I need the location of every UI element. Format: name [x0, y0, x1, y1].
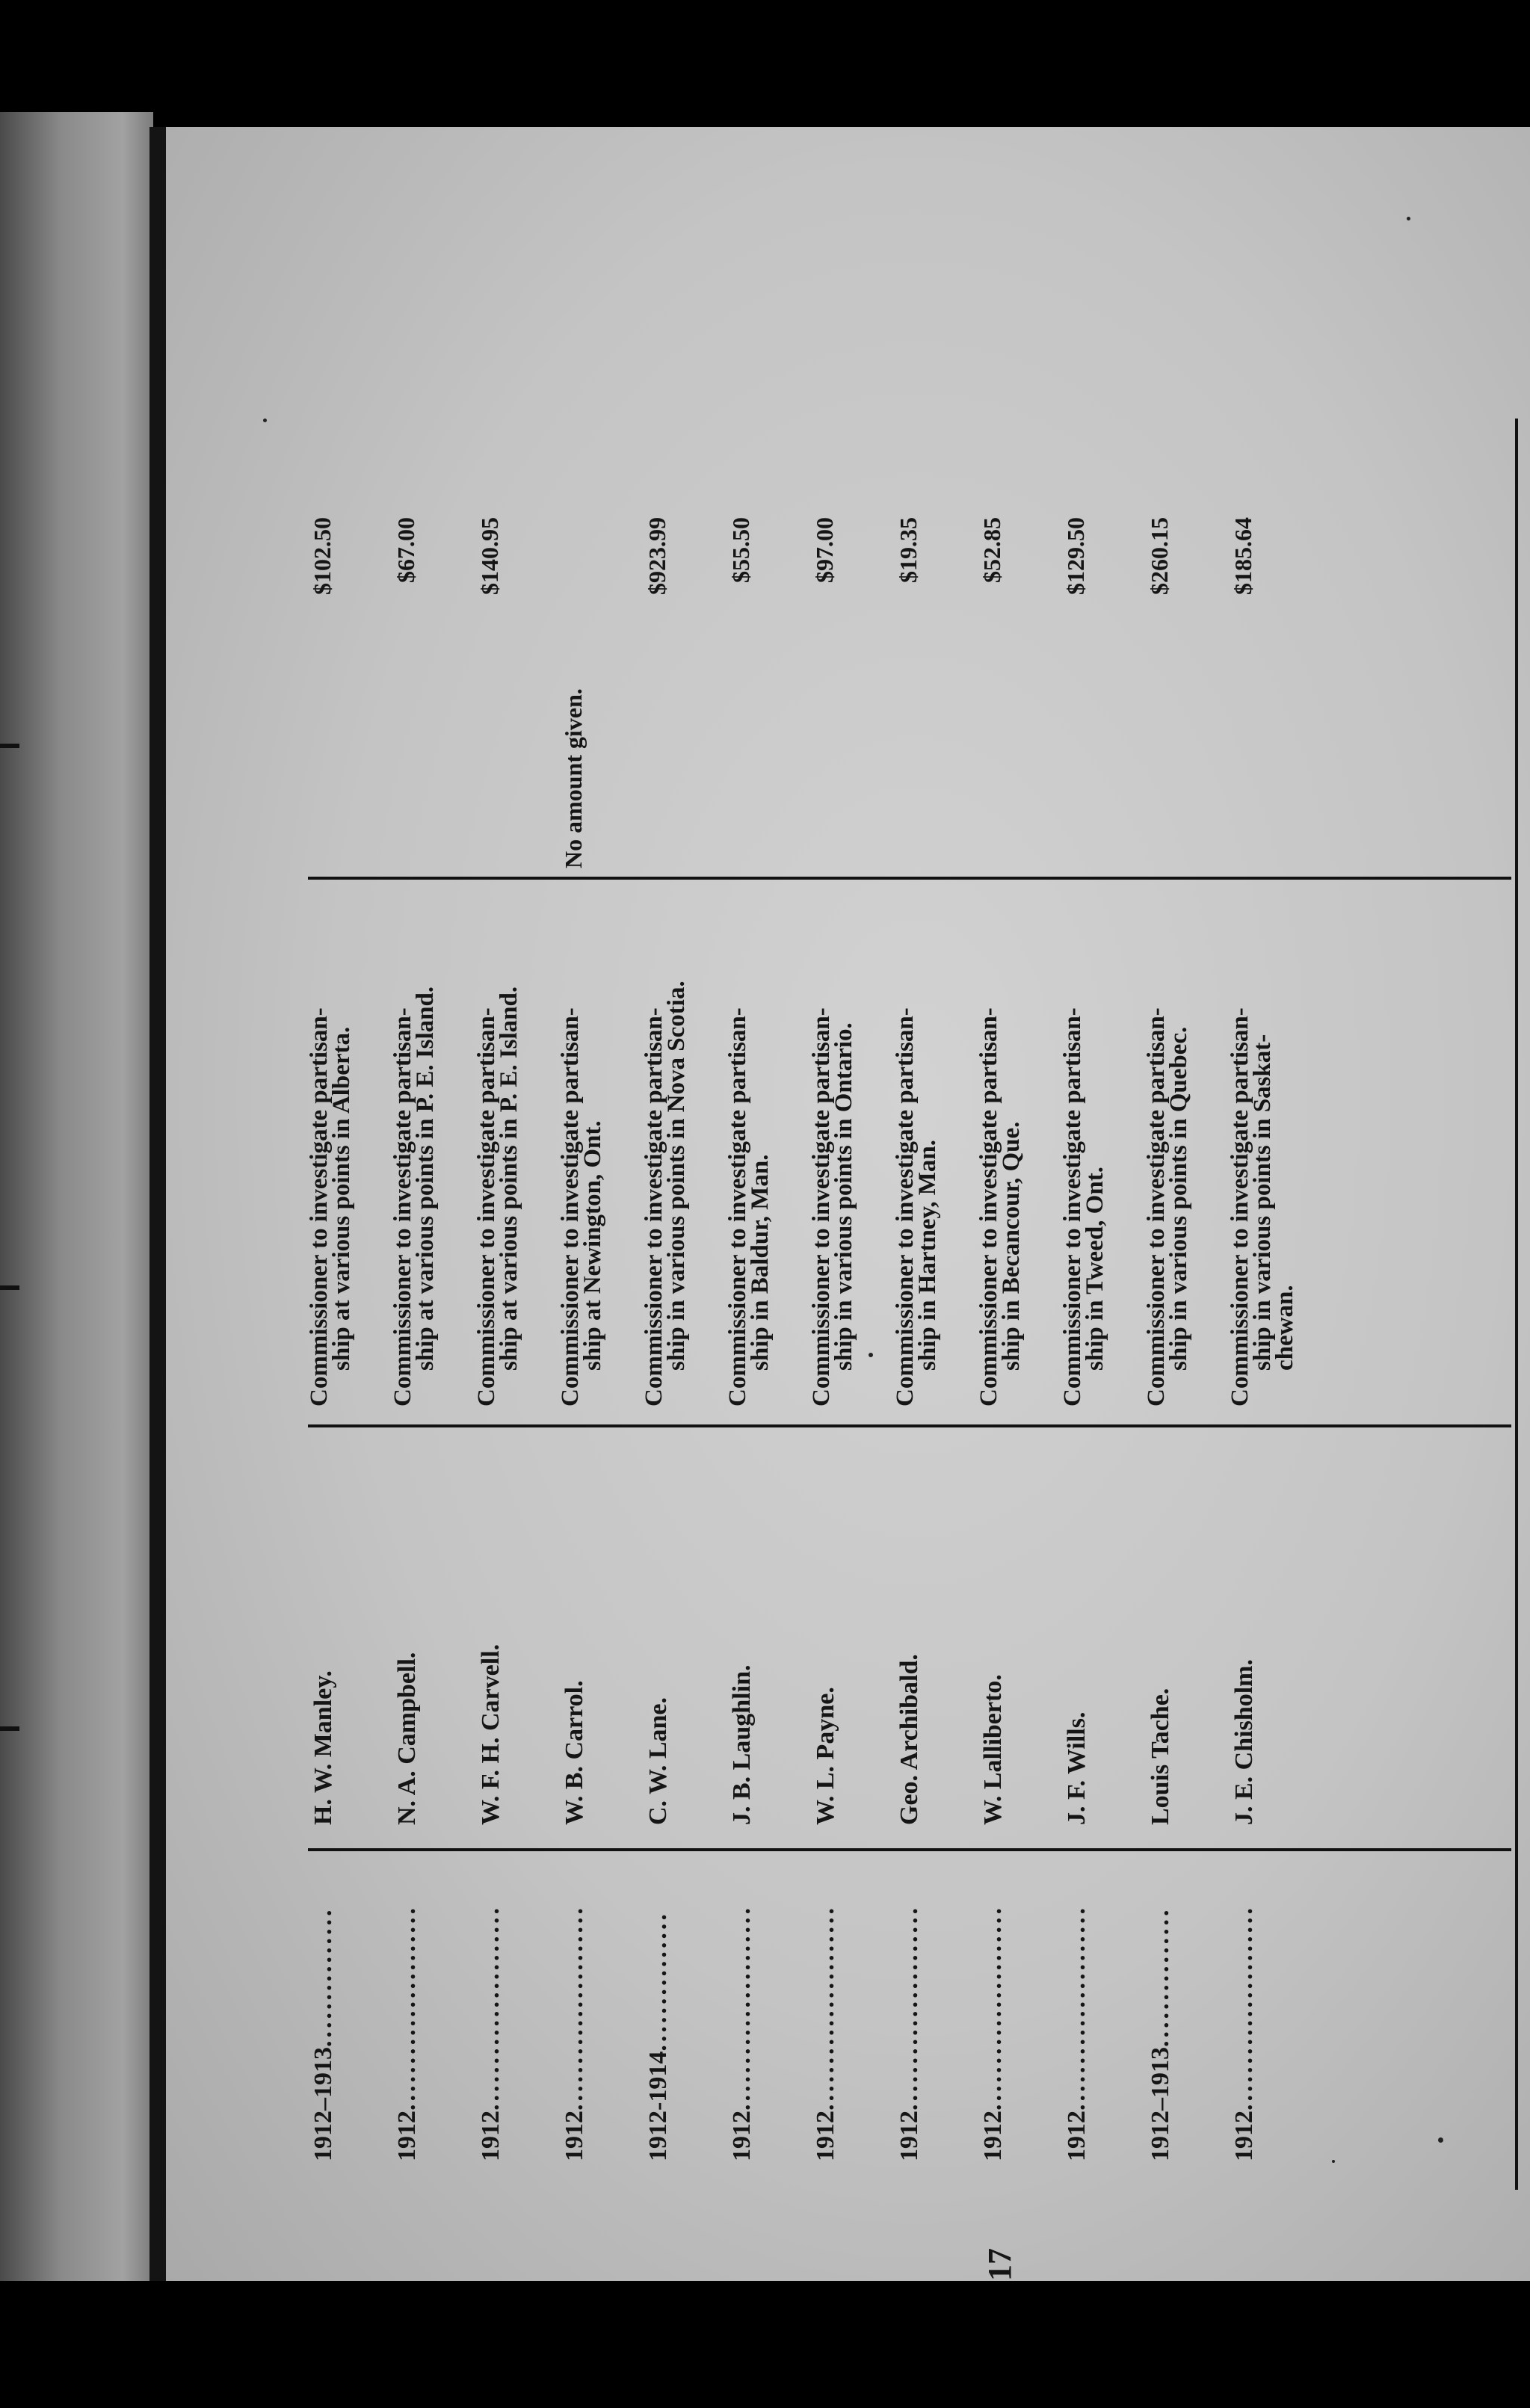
- description-cell: Commissioner to investigate partisan- ship at various points in Alberta.: [306, 1007, 355, 1407]
- table-row: [559, 127, 634, 2408]
- description-cell: Commissioner to investigate partisan- ship in various points in Ontario.: [808, 1007, 857, 1407]
- table-row: [1061, 127, 1136, 2408]
- name-cell: J. E. Chisholm.: [1230, 1659, 1258, 1825]
- name-cell: W. F. H. Carvell.: [477, 1643, 505, 1825]
- description-cell: Commissioner to investigate partisan- ship in Tweed, Ont.: [1059, 1007, 1108, 1407]
- description-cell: Commissioner to investigate partisan- ship in Becancour, Que.: [975, 1007, 1025, 1407]
- name-cell: Geo. Archibald.: [895, 1654, 923, 1825]
- scan-speck: [263, 419, 267, 422]
- description-cell: Commissioner to investigate partisan- ship at various points in P. E. Island.: [473, 986, 522, 1407]
- amount-cell: $260.15: [1146, 517, 1173, 595]
- year-cell: 1912......................: [979, 1905, 1007, 2161]
- description-cell: Commissioner to investigate partisan- ship at various points in P. E. Island.: [389, 986, 439, 1407]
- year-cell: 1912-1914...............: [644, 1911, 672, 2161]
- year-cell: 1912......................: [561, 1905, 588, 2161]
- amount-cell: $185.64: [1230, 517, 1256, 595]
- name-cell: H. W. Manley.: [309, 1670, 337, 1825]
- book-spine: [149, 127, 166, 2281]
- facing-page-edge: [0, 112, 153, 2281]
- scan-speck: [1407, 217, 1410, 220]
- amount-cell: $19.35: [895, 517, 922, 583]
- description-cell: Commissioner to investigate partisan- ship at Newington, Ont.: [557, 1007, 606, 1407]
- description-cell: Commissioner to investigate partisan- ship in Baldur, Man.: [724, 1007, 774, 1407]
- scan-speck: [1438, 2137, 1443, 2143]
- name-cell: C. W. Lane.: [644, 1697, 672, 1825]
- page-number: 17: [981, 2248, 1018, 2281]
- name-cell: W. Lalliberto.: [979, 1674, 1007, 1825]
- table-row: [389, 127, 466, 2408]
- year-cell: 1912......................: [895, 1905, 923, 2161]
- amount-cell: $67.00: [392, 517, 419, 583]
- amount-cell: $97.00: [811, 517, 838, 583]
- name-cell: J. B. Laughlin.: [728, 1664, 756, 1825]
- name-cell: Louis Tache.: [1147, 1688, 1174, 1825]
- description-cell: Commissioner to investigate partisan- ship in various points in Saskat- chewan.: [1227, 1007, 1298, 1407]
- year-cell: 1912......................: [1230, 1905, 1258, 2161]
- scan-speck: [869, 1353, 873, 1357]
- document-page: [166, 127, 1530, 2281]
- amount-cell: $129.50: [1062, 517, 1089, 595]
- year-cell: 1912–1913...............: [309, 1907, 337, 2161]
- table-row: [643, 127, 718, 2408]
- description-cell: Commissioner to investigate partisan- ship in Hartney, Man.: [892, 1007, 941, 1407]
- amount-cell: $140.95: [476, 517, 503, 595]
- amount-cell: $923.99: [644, 517, 670, 595]
- name-cell: N. A. Campbell.: [393, 1652, 421, 1825]
- table-row: [975, 127, 1052, 2408]
- description-cell: Commissioner to investigate partisan- ship in various points in Nova Scotia.: [641, 981, 690, 1407]
- amount-cell: $55.50: [727, 517, 754, 583]
- table-row: [894, 127, 969, 2408]
- year-cell: 1912......................: [1063, 1905, 1091, 2161]
- table-row: [810, 127, 885, 2408]
- year-cell: 1912–1913...............: [1147, 1907, 1174, 2161]
- table-row: [1145, 127, 1220, 2408]
- rotated-table: [166, 127, 1530, 2408]
- table-bottom-rule: [1515, 419, 1518, 2190]
- table-row: [1229, 127, 1326, 2408]
- table-row: [308, 127, 383, 2408]
- description-cell: Commissioner to investigate partisan- ship in various points in Quebec.: [1143, 1007, 1192, 1407]
- name-cell: J. F. Wills.: [1063, 1711, 1091, 1825]
- year-cell: 1912......................: [393, 1905, 421, 2161]
- edge-mark: [0, 1726, 19, 1731]
- name-cell: W. B. Carrol.: [561, 1680, 588, 1825]
- year-cell: 1912......................: [477, 1905, 505, 2161]
- table-row: [724, 127, 801, 2408]
- scan-speck: [1332, 2160, 1335, 2163]
- amount-cell: $52.85: [978, 517, 1005, 583]
- edge-mark: [0, 744, 19, 748]
- year-cell: 1912......................: [812, 1905, 839, 2161]
- table-row: [475, 127, 550, 2408]
- edge-mark: [0, 1285, 19, 1290]
- amount-cell: $102.50: [309, 517, 336, 595]
- year-cell: 1912......................: [728, 1905, 756, 2161]
- name-cell: W. L. Payne.: [812, 1687, 839, 1825]
- amount-cell: No amount given.: [560, 688, 587, 868]
